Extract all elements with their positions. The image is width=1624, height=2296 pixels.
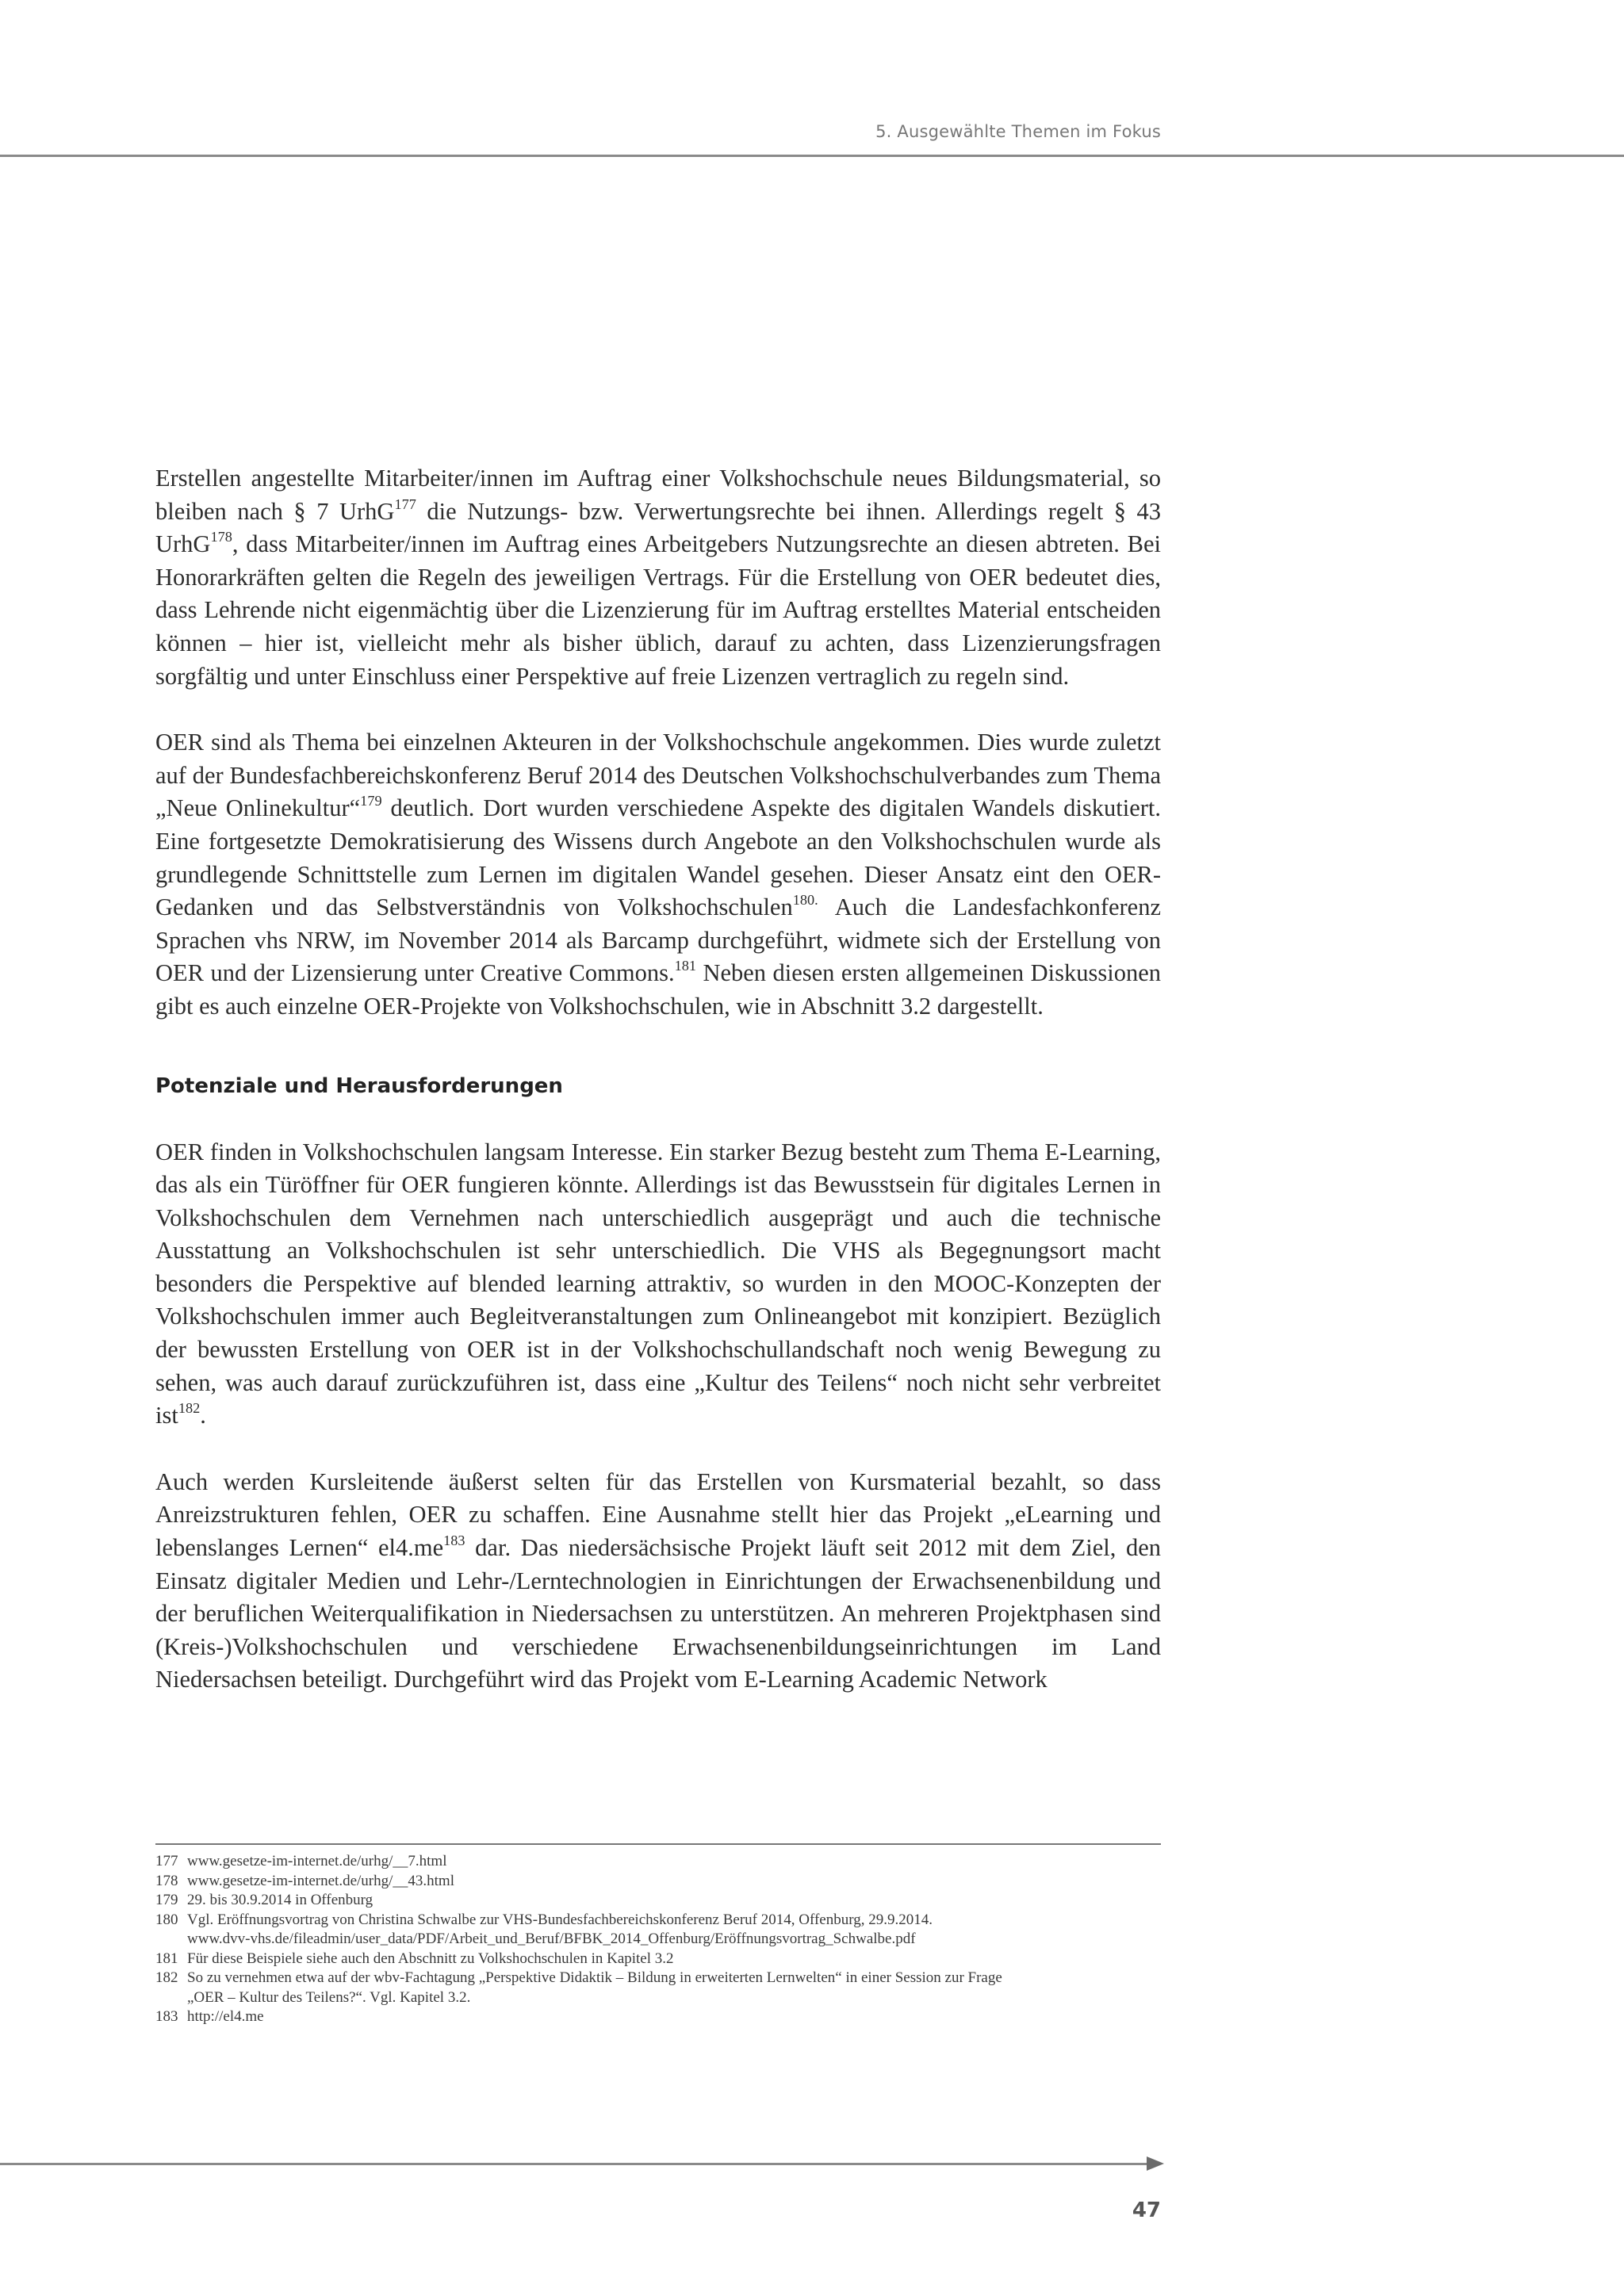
footnote-ref-180[interactable]: 180.: [792, 892, 818, 909]
footnote-182: 182 So zu vernehmen etwa auf der wbv-Fachtagung „Perspektive Didaktik – Bildung in erweiterten Lernwelten“ in einer Session zur Frage „OER – Kultur des Teilens?“. Vgl. Kapitel 3.2.: [155, 1969, 1002, 2006]
footnote-link[interactable]: www.dvv-vhs.de/fileadmin/user_data/PDF/Arbeit_und_Beruf/BFBK_2014_Offenburg/Eröffnungsvortrag_Schwalbe.pdf: [187, 1931, 916, 1947]
footnote-181: 181 Für diese Beispiele siehe auch den Abschnitt zu Volkshochschulen in Kapitel 3.2: [155, 1950, 674, 1967]
footer-rule: [0, 2163, 1150, 2165]
paragraph-3: OER finden in Volkshochschulen langsam Interesse. Ein starker Bezug besteht zum Thema E-Learning, das als ein Türöffner für OER fungieren könnte. Allerdings ist das Bewusstsein für digitales Lernen in Volkshochschulen dem Vernehmen nach unterschiedlich ausgeprägt und auch die technische Ausstattung an Volkshochschulen ist sehr unterschiedlich. Die VHS als Begegnungsort macht besonders die Perspektive auf blended learning attraktiv, so wurden in den MOOC-Konzepten der Volkshochschulen immer auch Begleitveranstaltungen zum Onlineangebot mit konzipiert. Bezüglich der bewussten Erstellung von OER ist in der Volkshochschullandschaft noch wenig Bewegung zu sehen, was auch darauf zurückzuführen ist, dass eine „Kultur des Teilens“ noch nicht sehr verbreitet ist$^{182}$.: [155, 1138, 1161, 1429]
footnote-link[interactable]: http://el4.me: [187, 2008, 264, 2025]
section-heading: Potenziale und Herausforderungen: [155, 1073, 563, 1098]
paragraph-1: Erstellen angestellte Mitarbeiter/innen im Auftrag einer Volkshochschule neues Bildungsmaterial, so bleiben nach § 7 UrhG$^{177}$ die Nutzungs- bzw. Verwertungsrechte bei ihnen. Allerdings regelt § 43 UrhG$^{178}$, dass Mitarbeiter/innen im Auftrag eines Arbeitgebers Nutzungsrechte an diesen abtreten. Bei Honorarkräften gelten die Regeln des jeweiligen Vertrags. Für die Erstellung von OER bedeutet dies, dass Lehrende nicht eigenmächtig über die Lizenzierung für im Auftrag erstelltes Material entscheiden können – hier ist, vielleicht mehr als bisher üblich, darauf zu achten, dass Lizenzierungsfragen sorgfältig und unter Einschluss einer Perspektive auf freie Lizenzen vertraglich zu regeln sind.: [155, 465, 1161, 690]
running-header: 5. Ausgewählte Themen im Fokus: [875, 122, 1161, 141]
footnote-179: 179 29. bis 30.9.2014 in Offenburg: [155, 1892, 373, 1908]
header-rule: [0, 155, 1624, 157]
footnote-ref-183[interactable]: 183: [443, 1533, 465, 1549]
paragraph-4: Auch werden Kursleitende äußerst selten für das Erstellen von Kursmaterial bezahlt, so dass Anreizstrukturen fehlen, OER zu schaffen. Eine Ausnahme stellt hier das Projekt „eLearning und lebenslanges Lernen“ $el4.me^{183}$ dar. Das niedersächsische Projekt läuft seit 2012 mit dem Ziel, den Einsatz digitaler Medien und Lehr-/Lerntechnologien in Einrichtungen der Erwachsenenbildung und der beruflichen Weiterqualifikation in Niedersachsen zu unterstützen. An mehreren Projektphasen sind (Kreis-)Volkshochschulen und verschiedene Erwachsenenbildungseinrichtungen im Land Niedersachsen beteiligt. Durchgeführt wird das Projekt vom E-Learning Academic Network: [155, 1468, 1161, 1693]
footnote-180: 180 Vgl. Eröffnungsvortrag von Christina Schwalbe zur VHS-Bundesfachbereichskonferenz Beruf 2014, Offenburg, 29.9.2014. www.dvv-vhs.de/fileadmin/user_data/PDF/Arbeit_und_Beruf/BFBK_2014_Offenburg/Eröffnungsvortrag_Schwalbe.pdf: [155, 1911, 933, 1947]
main-text: [155, 462, 1161, 1730]
footnote-link[interactable]: www.gesetze-im-internet.de/urhg/__43.html: [187, 1872, 454, 1889]
next-page-arrow-icon: [1147, 2156, 1164, 2171]
footnote-ref-182[interactable]: 182: [178, 1400, 201, 1417]
footnote-177: 177 www.gesetze-im-internet.de/urhg/__7.html: [155, 1852, 1161, 1872]
paragraph-2: OER sind als Thema bei einzelnen Akteuren in der Volkshochschule angekommen. Dies wurde zuletzt auf der Bundesfachbereichskonferenz Beruf 2014 des Deutschen Volkshochschulverbandes zum Thema „Neue Onlinekultur“$^{179}$ deutlich. Dort wurden verschiedene Aspekte des digitalen Wandels diskutiert. Eine fortgesetzte Demokratisierung des Wissens durch Angebote an den Volkshochschulen wurde als grundlegende Schnittstelle zum Lernen im digitalen Wandel gesehen. Dieser Ansatz eint den OER-Gedanken und das Selbstverständnis von Volkshochschulen$^{180.}$ Auch die Landesfachkonferenz Sprachen vhs NRW, im November 2014 als Barcamp durchgeführt, widmete sich der Erstellung von OER und der Lizensierung unter Creative Commons.$^{181}$ Neben diesen ersten allgemeinen Diskussionen gibt es auch einzelne OER-Projekte von Volkshochschulen, wie in Abschnitt 3.2 dargestellt.: [155, 729, 1162, 1020]
footnote-ref-177[interactable]: 177: [394, 496, 416, 512]
footnote-183: 183 http://el4.me: [155, 2007, 1161, 2027]
footnote-ref-178[interactable]: 178: [210, 529, 232, 545]
page-number: 47: [1132, 2198, 1161, 2222]
footnote-178: 178 www.gesetze-im-internet.de/urhg/__43.html: [155, 1872, 1161, 1892]
footnote-ref-181[interactable]: 181: [674, 958, 697, 974]
footnote-link[interactable]: www.gesetze-im-internet.de/urhg/__7.html: [187, 1853, 447, 1869]
footnotes: [155, 1852, 1161, 2027]
footnote-rule: [155, 1843, 1161, 1845]
footnote-ref-179[interactable]: 179: [360, 793, 382, 809]
